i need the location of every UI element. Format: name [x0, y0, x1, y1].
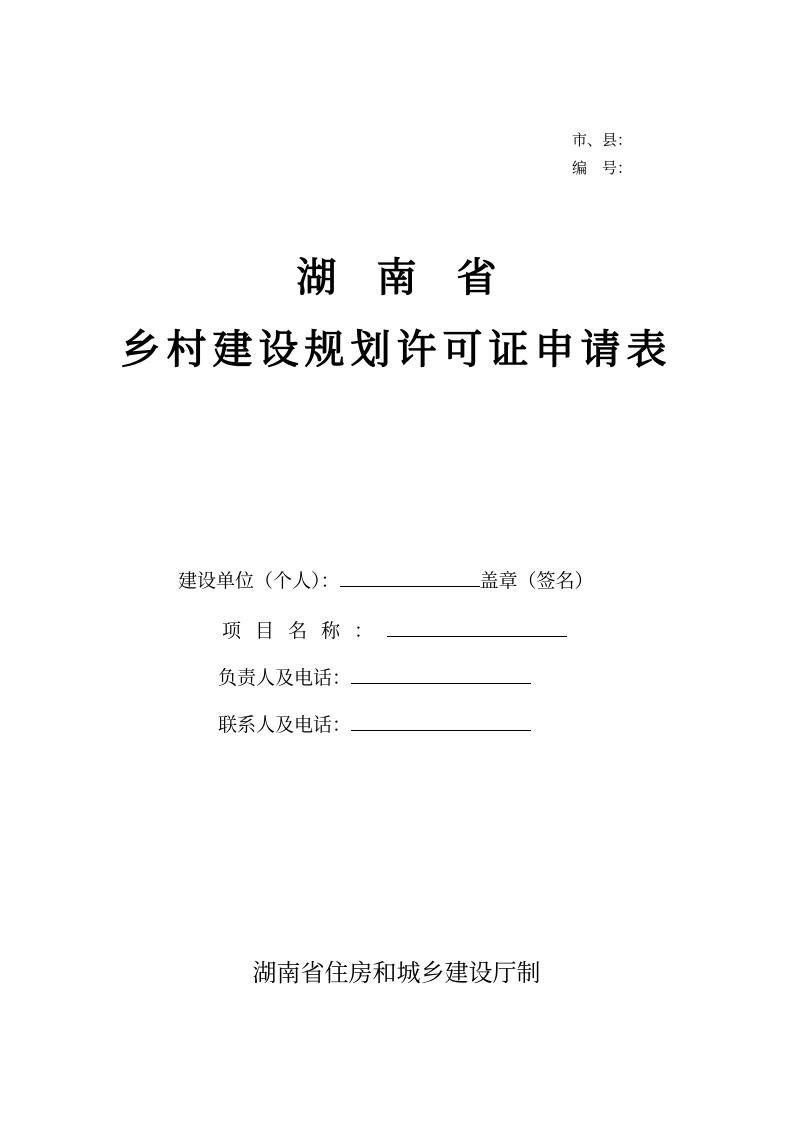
header-meta — [572, 126, 632, 182]
title-province: 湖南省 — [296, 255, 537, 301]
project-name-blank-line[interactable] — [387, 616, 567, 637]
builder-suffix: 盖章（签名） — [479, 570, 594, 592]
builder-label: 建设单位（个人）： — [178, 570, 340, 592]
number-label: 编 号： — [572, 159, 633, 177]
responsible-blank-line[interactable] — [351, 663, 531, 684]
title-form-name: 乡村建设规划许可证申请表 — [120, 327, 673, 373]
builder-blank-line[interactable] — [340, 566, 480, 587]
project-name-field — [222, 616, 567, 644]
contact-blank-line[interactable] — [351, 710, 531, 731]
responsible-label: 负责人及电话： — [218, 667, 352, 689]
contact-field — [218, 710, 531, 738]
footer-issuer: 湖南省住房和城乡建设厅制 — [252, 959, 541, 987]
contact-label: 联系人及电话： — [218, 714, 352, 736]
project-name-label: 项目名称： — [222, 620, 388, 642]
builder-field — [178, 566, 594, 594]
city-county-label: 市、县： — [572, 131, 633, 149]
responsible-field — [218, 663, 531, 691]
